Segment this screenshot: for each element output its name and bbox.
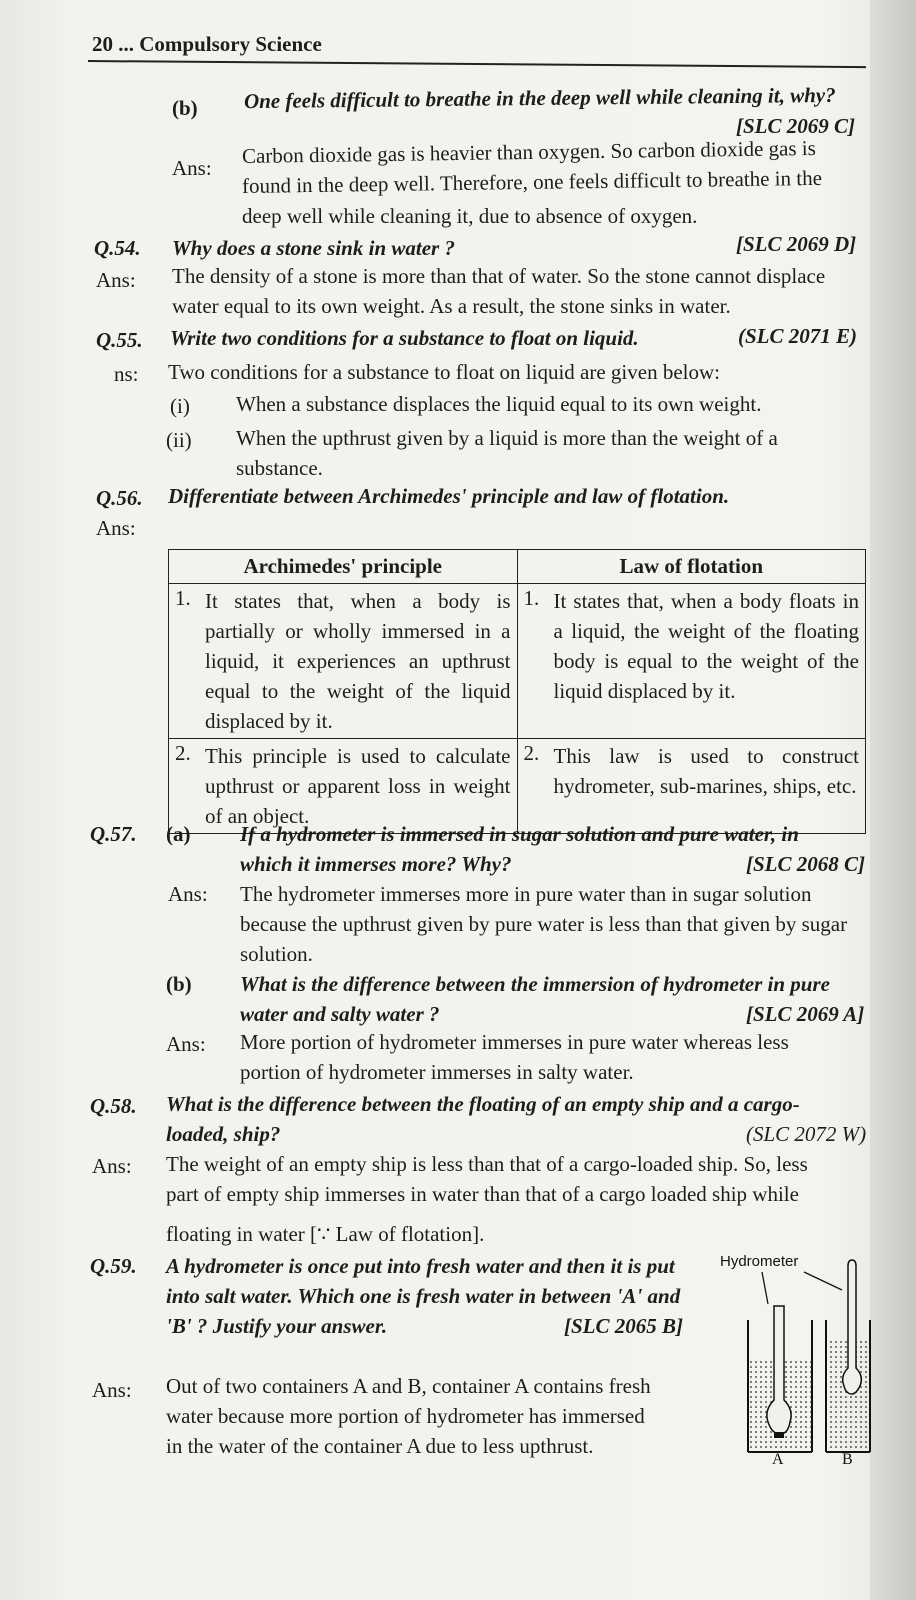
q54-question: Why does a stone sink in water ? xyxy=(172,236,455,260)
q56-label: Q.56. xyxy=(96,486,143,510)
q57b-answer-line-2: portion of hydrometer immerses in salty water. xyxy=(240,1060,634,1084)
q55-question: Write two conditions for a substance to float on liquid. xyxy=(170,326,639,350)
q55-item-2-num: (ii) xyxy=(166,428,192,452)
q59-question-line-1: A hydrometer is once put into fresh water and then it is put xyxy=(166,1254,675,1278)
row-number: 1. xyxy=(175,586,191,610)
table-header-flotation: Law of flotation xyxy=(517,550,866,584)
table-row xyxy=(169,739,866,834)
q57a-source: [SLC 2068 C] xyxy=(746,852,866,876)
q54-ans-label: Ans: xyxy=(96,268,136,292)
label-pointer-a xyxy=(762,1272,768,1304)
q53b-ans-label: Ans: xyxy=(172,156,212,180)
cell-text: It states that, when a body is partially or wholly immersed in a liquid, it experiences an upthrust equal to the weight of the liquid displaced by it. xyxy=(205,589,511,733)
table-cell xyxy=(169,739,518,834)
q56-ans-label: Ans: xyxy=(96,516,136,540)
q57a-ans-label: Ans: xyxy=(168,882,208,906)
q53b-answer-line-2: found in the deep well. Therefore, one feels difficult to breathe in the xyxy=(241,165,823,198)
q57b-ans-label: Ans: xyxy=(166,1032,206,1056)
q58-question-line-2: loaded, ship? xyxy=(166,1122,281,1146)
table-row xyxy=(169,584,866,739)
q54-answer-line-2: water equal to its own weight. As a result, the stone sinks in water. xyxy=(172,294,731,318)
q57b-label: (b) xyxy=(166,972,192,996)
q58-answer-line-2: part of empty ship immerses in water than that of a cargo loaded ship while xyxy=(166,1182,799,1206)
q57a-label: (a) xyxy=(166,822,191,846)
q55-label: Q.55. xyxy=(96,328,143,352)
table-cell xyxy=(517,739,866,834)
q57a-question-line-2: which it immerses more? Why? xyxy=(240,852,512,876)
cell-text: This law is used to construct hydrometer, sub-marines, ships, etc. xyxy=(553,744,859,798)
q54-source: [SLC 2069 D] xyxy=(736,232,857,256)
cell-text: It states that, when a body floats in a liquid, the weight of the floating body is equal to the weight of the liquid displaced by it. xyxy=(553,589,859,703)
q56-question: Differentiate between Archimedes' principle and law of flotation. xyxy=(168,484,730,508)
q57a-question-line-1: If a hydrometer is immersed in sugar solution and pure water, in xyxy=(240,822,799,846)
q53b-answer-line-1: Carbon dioxide gas is heavier than oxygen. So carbon dioxide gas is xyxy=(241,135,816,168)
q55-answer-intro: Two conditions for a substance to float on liquid are given below: xyxy=(168,360,720,384)
table-cell xyxy=(517,584,866,739)
q57a-answer-line-3: solution. xyxy=(240,942,313,966)
table-cell xyxy=(169,584,518,739)
container-b xyxy=(826,1260,870,1452)
q57a-answer-line-1: The hydrometer immerses more in pure water than in sugar solution xyxy=(240,882,812,906)
page-edge xyxy=(870,0,916,1600)
q53b-question: One feels difficult to breathe in the deep well while cleaning it, why? xyxy=(243,82,836,114)
q59-answer-line-3: in the water of the container A due to less upthrust. xyxy=(166,1434,594,1458)
q55-ans-label: ns: xyxy=(114,362,139,386)
q57b-source: [SLC 2069 A] xyxy=(746,1002,865,1026)
q59-label: Q.59. xyxy=(90,1254,137,1278)
label-pointer-b xyxy=(804,1272,842,1290)
q55-item-2-cont: substance. xyxy=(236,456,323,480)
q58-answer-line-3: floating in water [∵ Law of flotation]. xyxy=(166,1222,485,1246)
q58-ans-label: Ans: xyxy=(92,1154,132,1178)
q59-answer-line-1: Out of two containers A and B, container A contains fresh xyxy=(166,1374,651,1398)
q58-label: Q.58. xyxy=(90,1094,137,1118)
q59-ans-label: Ans: xyxy=(92,1378,132,1402)
q59-question-line-3: 'B' ? Justify your answer. xyxy=(166,1314,388,1338)
q57-label: Q.57. xyxy=(90,822,137,846)
q54-label: Q.54. xyxy=(94,236,141,260)
q58-answer-line-1: The weight of an empty ship is less than that of a cargo-loaded ship. So, less xyxy=(166,1152,808,1176)
hydrometer-diagram-svg xyxy=(714,1250,874,1480)
q59-source: [SLC 2065 B] xyxy=(564,1314,684,1338)
q55-source: (SLC 2071 E) xyxy=(738,324,858,348)
q57b-answer-line-1: More portion of hydrometer immerses in pure water whereas less xyxy=(240,1030,789,1054)
row-number: 1. xyxy=(523,586,540,610)
row-number: 2. xyxy=(175,741,191,765)
q58-source: (SLC 2072 W) xyxy=(746,1122,867,1146)
q53b-source: [SLC 2069 C] xyxy=(736,114,856,138)
q53b-label: (b) xyxy=(172,96,198,120)
row-number: 2. xyxy=(523,741,540,765)
page-header: 20 ... Compulsory Science xyxy=(92,32,322,56)
table-header-archimedes: Archimedes' principle xyxy=(169,550,518,584)
q57b-question-line-1: What is the difference between the immersion of hydrometer in pure xyxy=(240,972,830,996)
table-header-row xyxy=(169,550,866,584)
q53b-answer-line-3: deep well while cleaning it, due to absence of oxygen. xyxy=(242,204,698,228)
container-a-label: A xyxy=(772,1451,784,1468)
q55-item-2-text: When the upthrust given by a liquid is more than the weight of a xyxy=(236,426,778,450)
q58-question-line-1: What is the difference between the floating of an empty ship and a cargo- xyxy=(166,1092,800,1116)
q59-question-line-2: into salt water. Which one is fresh water in between 'A' and xyxy=(166,1284,681,1308)
q54-answer-line-1: The density of a stone is more than that of water. So the stone cannot displace xyxy=(172,264,826,288)
hydrometer-figure xyxy=(714,1250,874,1480)
q57a-answer-line-2: because the upthrust given by pure water is less than that given by sugar xyxy=(240,912,848,936)
q55-item-1-text: When a substance displaces the liquid equal to its own weight. xyxy=(236,392,762,416)
q59-answer-line-2: water because more portion of hydrometer has immersed xyxy=(166,1404,645,1428)
cell-text: This principle is used to calculate upthrust or apparent loss in weight of an object. xyxy=(205,744,511,828)
q55-item-1-num: (i) xyxy=(170,394,190,418)
q57b-question-line-2: water and salty water ? xyxy=(240,1002,440,1026)
comparison-table xyxy=(168,549,866,834)
container-b-label: B xyxy=(842,1451,853,1468)
hydrometer-label: Hydrometer xyxy=(720,1253,799,1270)
container-a xyxy=(748,1306,812,1452)
